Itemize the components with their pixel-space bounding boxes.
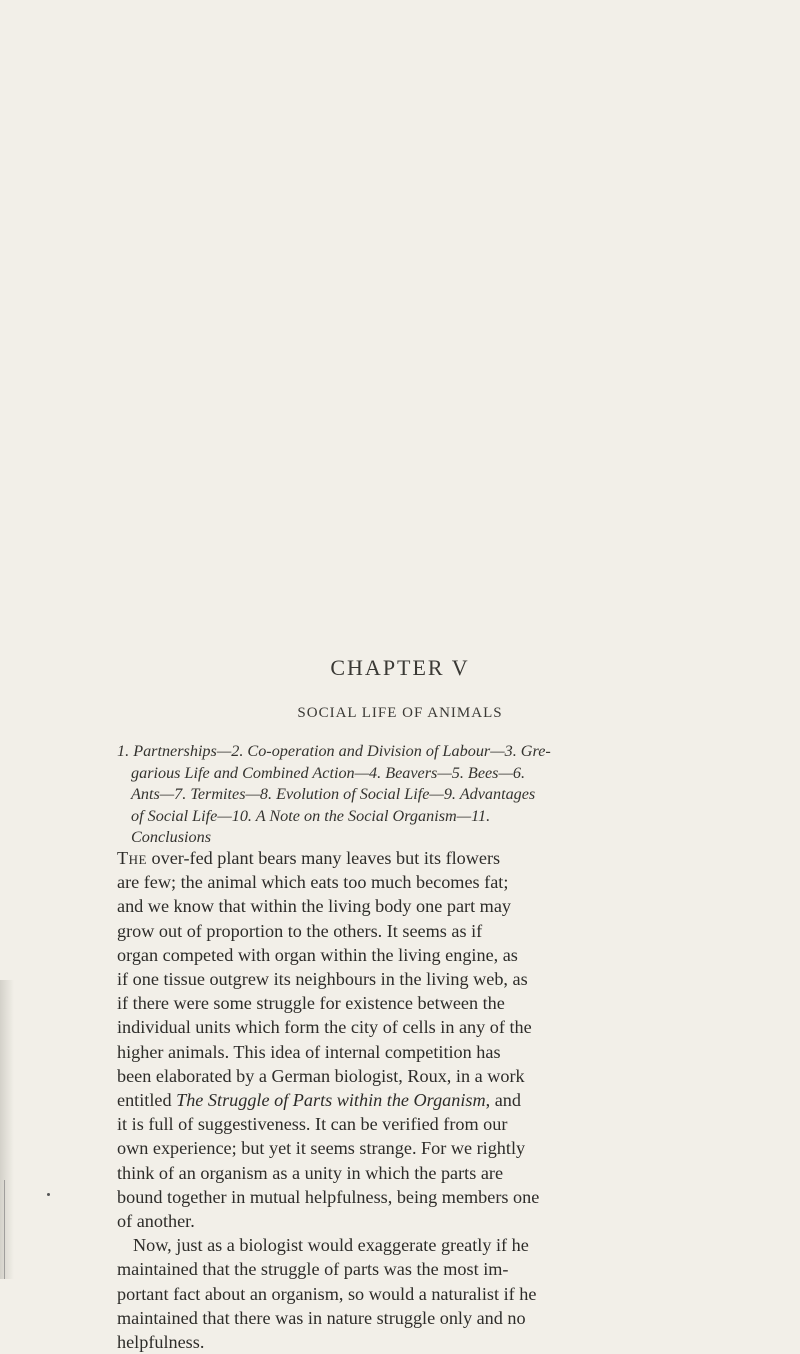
body-line: helpfulness.: [117, 1332, 205, 1353]
synopsis-line: 1. Partnerships—2. Co-operation and Division of Labour—3. Gre-: [117, 742, 551, 760]
body-line: it is full of suggestiveness. It can be verified from our: [117, 1114, 508, 1135]
synopsis-line: of Social Life—10. A Note on the Social Organism—11.: [131, 806, 491, 825]
body-line: portant fact about an organism, so would a naturalist if he: [117, 1283, 537, 1304]
binding-edge: [4, 1180, 5, 1279]
body-line: if one tissue outgrew its neighbours in the living web, as: [117, 969, 528, 990]
body-line: if there were some struggle for existence between the: [117, 993, 505, 1014]
body-line: and we know that within the living body one part may: [117, 896, 511, 917]
body-line: think of an organism as a unity in which the parts are: [117, 1162, 504, 1183]
paragraph-2-first-line: Now, just as a biologist would exaggerate greatly if he: [133, 1235, 529, 1256]
body-line: own experience; but yet it seems strange. For we rightly: [117, 1138, 526, 1159]
body-line: higher animals. This idea of internal competition has: [117, 1041, 501, 1062]
body-line: are few; the animal which eats too much becomes fat;: [117, 872, 509, 893]
synopsis-line: Ants—7. Termites—8. Evolution of Social Life—9. Advantages: [131, 785, 536, 803]
work-title: The Struggle of Parts within the Organism: [176, 1090, 486, 1111]
body-line: individual units which form the city of cells in any of the: [117, 1017, 532, 1038]
body-line: maintained that the struggle of parts was the most im-: [117, 1259, 509, 1280]
chapter-synopsis: [117, 741, 687, 849]
page-edge-shadow: [0, 980, 14, 1279]
body-line-with-title: entitled The Struggle of Parts within the Organism, and: [117, 1090, 521, 1111]
body-line: been elaborated by a German biologist, Roux, in a work: [117, 1065, 525, 1086]
margin-mark: [47, 1193, 50, 1196]
synopsis-line: Conclusions: [131, 828, 212, 846]
drop-word: The: [117, 848, 147, 868]
body-line: organ competed with organ within the living engine, as: [117, 944, 518, 965]
chapter-subtitle: SOCIAL LIFE OF ANIMALS: [297, 705, 503, 721]
body-line: bound together in mutual helpfulness, being members one: [117, 1186, 540, 1207]
chapter-title: CHAPTER V: [330, 655, 470, 680]
body-line: grow out of proportion to the others. It seems as if: [117, 920, 483, 941]
synopsis-line: garious Life and Combined Action—4. Beavers—5. Bees—6.: [131, 763, 526, 782]
paragraph-1-first-line: The over-fed plant bears many leaves but its flowers: [117, 848, 501, 868]
body-line: maintained that there was in nature struggle only and no: [117, 1307, 526, 1328]
body-text: [117, 846, 687, 1354]
body-line: of another.: [117, 1211, 195, 1232]
